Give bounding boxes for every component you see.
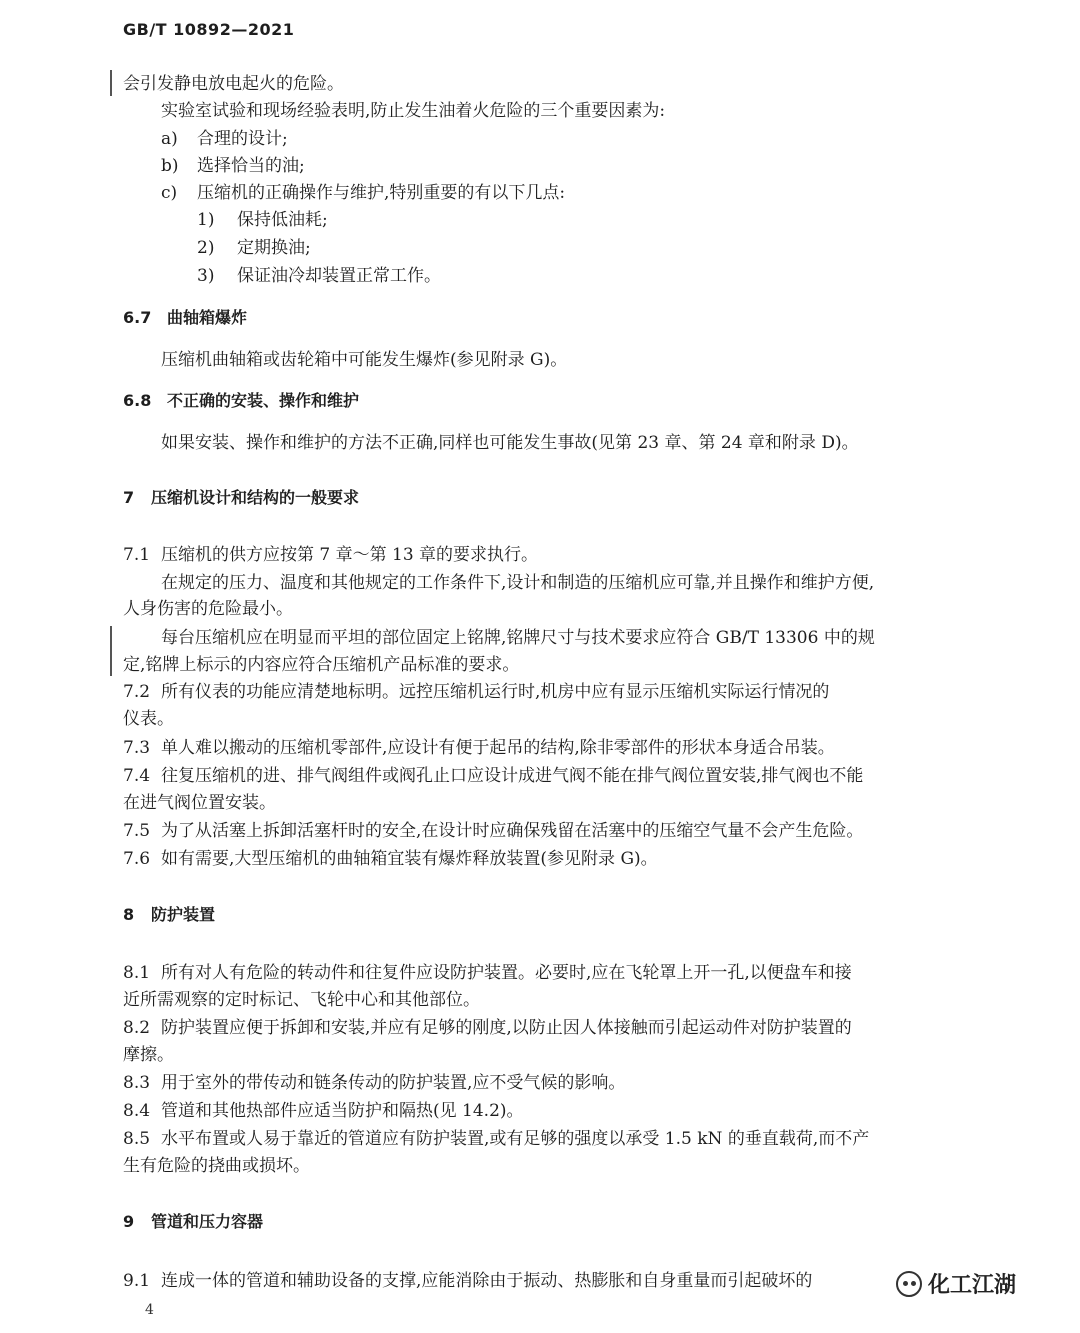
clause-number: 8.4 bbox=[123, 1101, 151, 1121]
clause-text: 所有对人有危险的转动件和往复件应设防护装置。必要时,应在飞轮罩上开一孔,以便盘车和接 bbox=[161, 963, 852, 983]
list-marker: 1) bbox=[197, 210, 215, 230]
paragraph-line: 每台压缩机应在明显而平坦的部位固定上铭牌,铭牌尺寸与技术要求应符合 GB/T 13306 中的规 bbox=[161, 628, 875, 648]
paragraph-line: 定,铭牌上标示的内容应符合压缩机产品标准的要求。 bbox=[123, 655, 520, 675]
clause-text: 水平布置或人易于靠近的管道应有防护装置,或有足够的强度以承受 1.5 kN 的垂直载荷,而不产 bbox=[161, 1129, 870, 1149]
clause bbox=[123, 736, 835, 760]
clause-text: 如有需要,大型压缩机的曲轴箱宜装有爆炸释放装置(参见附录 G)。 bbox=[161, 849, 658, 869]
clause-text: 压缩机的供方应按第 7 章～第 13 章的要求执行。 bbox=[161, 545, 539, 565]
clause-number: 7.6 bbox=[123, 849, 151, 869]
clause-text: 所有仪表的功能应清楚地标明。远控压缩机运行时,机房中应有显示压缩机实际运行情况的 bbox=[161, 682, 830, 702]
list-item bbox=[197, 208, 328, 232]
list-text: 定期换油; bbox=[237, 238, 311, 258]
list-text: 合理的设计; bbox=[197, 129, 288, 149]
paragraph-line: 在进气阀位置安装。 bbox=[123, 793, 276, 813]
paragraph-line: 会引发静电放电起火的危险。 bbox=[123, 74, 344, 94]
clause-text: 单人难以搬动的压缩机零部件,应设计有便于起吊的结构,除非零部件的形状本身适合吊装。 bbox=[161, 738, 835, 758]
clause bbox=[123, 543, 538, 567]
paragraph-line: 压缩机曲轴箱或齿轮箱中可能发生爆炸(参见附录 G)。 bbox=[161, 350, 568, 370]
paragraph-line: 近所需观察的定时标记、飞轮中心和其他部位。 bbox=[123, 990, 480, 1010]
clause-number: 7.3 bbox=[123, 738, 151, 758]
chapter-title: 防护装置 bbox=[151, 905, 216, 924]
list-marker: a) bbox=[161, 129, 178, 149]
list-item bbox=[197, 236, 311, 260]
list-item bbox=[197, 264, 441, 288]
list-item bbox=[161, 127, 288, 151]
list-marker: 2) bbox=[197, 238, 215, 258]
list-item bbox=[161, 154, 305, 178]
list-text: 保持低油耗; bbox=[237, 210, 328, 230]
list-marker: 3) bbox=[197, 266, 215, 286]
list-marker: b) bbox=[161, 156, 179, 176]
section-title: 不正确的安装、操作和维护 bbox=[167, 391, 360, 410]
chapter-heading bbox=[123, 903, 215, 927]
chapter-title: 管道和压力容器 bbox=[151, 1212, 264, 1231]
section-number: 6.8 bbox=[123, 391, 152, 410]
section-heading bbox=[123, 389, 359, 413]
paragraph-line: 生有危险的挠曲或损坏。 bbox=[123, 1156, 310, 1176]
revision-bar bbox=[110, 626, 112, 676]
clause bbox=[123, 1016, 852, 1040]
paragraph-line: 仪表。 bbox=[123, 709, 174, 729]
list-text: 选择恰当的油; bbox=[197, 156, 305, 176]
clause bbox=[123, 1099, 524, 1123]
clause bbox=[123, 961, 852, 985]
clause bbox=[123, 680, 829, 704]
clause-number: 8.3 bbox=[123, 1073, 151, 1093]
clause-number: 9.1 bbox=[123, 1271, 151, 1291]
section-title: 曲轴箱爆炸 bbox=[167, 308, 248, 327]
section-number: 6.7 bbox=[123, 308, 152, 327]
clause-text: 防护装置应便于拆卸和安装,并应有足够的刚度,以防止因人体接触而引起运动件对防护装置的 bbox=[161, 1018, 852, 1038]
clause bbox=[123, 1071, 625, 1095]
clause-number: 7.1 bbox=[123, 545, 151, 565]
chapter-heading bbox=[123, 486, 359, 510]
chapter-number: 9 bbox=[123, 1212, 135, 1231]
chapter-title: 压缩机设计和结构的一般要求 bbox=[151, 488, 360, 507]
list-text: 压缩机的正确操作与维护,特别重要的有以下几点: bbox=[197, 183, 566, 203]
page-header: GB/T 10892—2021 bbox=[123, 20, 295, 39]
paragraph-line: 实验室试验和现场经验表明,防止发生油着火危险的三个重要因素为: bbox=[161, 101, 666, 121]
page-number: 4 bbox=[145, 1302, 154, 1318]
watermark-text: 化工江湖 bbox=[928, 1273, 1017, 1298]
paragraph-line: 如果安装、操作和维护的方法不正确,同样也可能发生事故(见第 23 章、第 24 章和附录 D)。 bbox=[161, 433, 859, 453]
revision-bar bbox=[110, 70, 112, 96]
wechat-icon bbox=[896, 1271, 922, 1297]
clause-text: 连成一体的管道和辅助设备的支撑,应能消除由于振动、热膨胀和自身重量而引起破坏的 bbox=[161, 1271, 813, 1291]
chapter-number: 8 bbox=[123, 905, 135, 924]
paragraph-line: 在规定的压力、温度和其他规定的工作条件下,设计和制造的压缩机应可靠,并且操作和维护方便, bbox=[161, 573, 875, 593]
chapter-number: 7 bbox=[123, 488, 135, 507]
paragraph-line: 人身伤害的危险最小。 bbox=[123, 599, 293, 619]
clause-number: 7.5 bbox=[123, 821, 151, 841]
clause bbox=[123, 819, 863, 843]
clause-text: 管道和其他热部件应适当防护和隔热(见 14.2)。 bbox=[161, 1101, 524, 1121]
clause bbox=[123, 847, 658, 871]
clause-number: 7.2 bbox=[123, 682, 151, 702]
list-item bbox=[161, 181, 565, 205]
chapter-heading bbox=[123, 1210, 263, 1234]
clause-text: 用于室外的带传动和链条传动的防护装置,应不受气候的影响。 bbox=[161, 1073, 626, 1093]
clause-number: 8.1 bbox=[123, 963, 151, 983]
clause bbox=[123, 1127, 869, 1151]
clause-text: 往复压缩机的进、排气阀组件或阀孔止口应设计成进气阀不能在排气阀位置安装,排气阀也不能 bbox=[161, 766, 864, 786]
watermark bbox=[896, 1268, 1016, 1299]
clause bbox=[123, 1269, 812, 1293]
clause-number: 8.2 bbox=[123, 1018, 151, 1038]
clause-number: 7.4 bbox=[123, 766, 151, 786]
clause-text: 为了从活塞上拆卸活塞杆时的安全,在设计时应确保残留在活塞中的压缩空气量不会产生危险。 bbox=[161, 821, 864, 841]
section-heading bbox=[123, 306, 247, 330]
clause bbox=[123, 764, 863, 788]
clause-number: 8.5 bbox=[123, 1129, 151, 1149]
list-marker: c) bbox=[161, 183, 178, 203]
list-text: 保证油冷却装置正常工作。 bbox=[237, 266, 441, 286]
paragraph-line: 摩擦。 bbox=[123, 1045, 174, 1065]
